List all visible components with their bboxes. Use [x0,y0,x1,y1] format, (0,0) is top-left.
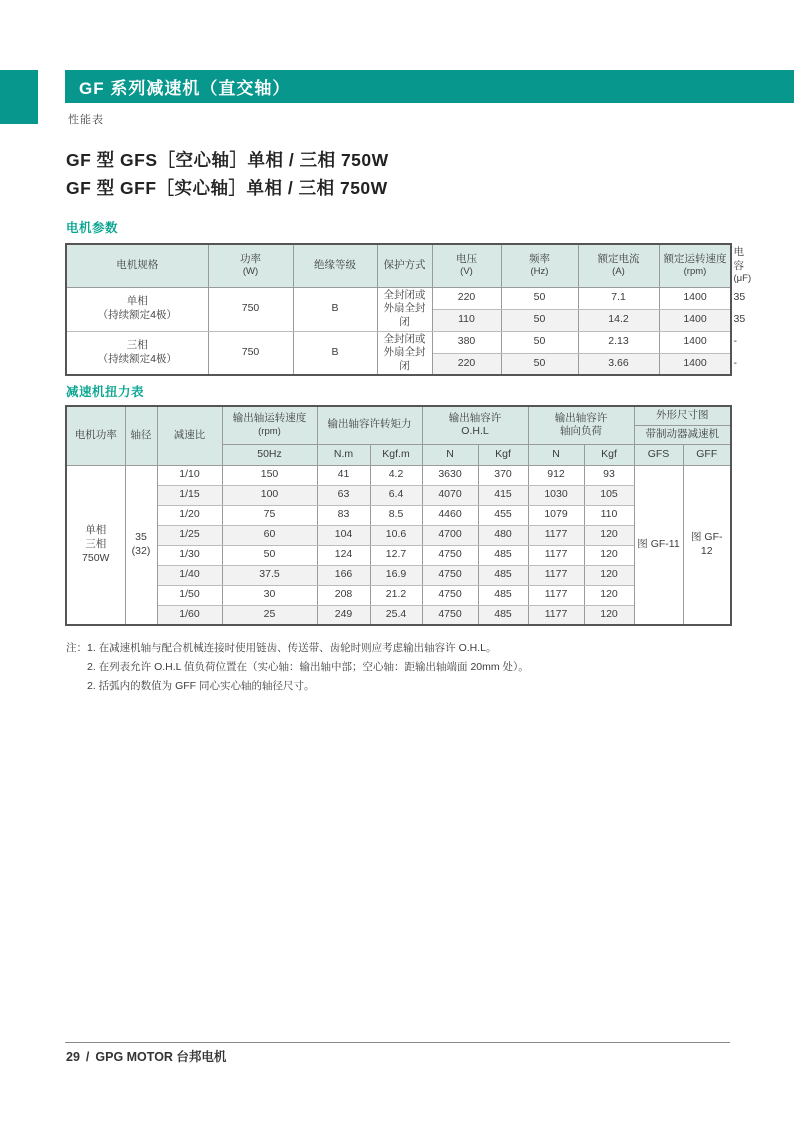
table-cell: 1/25 [157,525,222,545]
corner-accent-block [0,70,38,124]
column-header-output-speed: 输出轴运转速度 (rpm) [222,406,317,444]
table-cell: 1177 [528,545,584,565]
table-cell: 1/10 [157,465,222,485]
subheader-n: N [528,444,584,465]
table-cell: 1177 [528,605,584,625]
table-cell: 2.13 [578,331,659,353]
table-cell: 60 [222,525,317,545]
table-cell-power: 750 [208,287,293,331]
table-cell: 380 [432,331,501,353]
table-cell: 120 [584,525,634,545]
table-row: 110 50 14.2 1400 35 [66,309,731,331]
table-cell: 480 [478,525,528,545]
table-cell: 1/60 [157,605,222,625]
note-item: 2. 括弧内的数值为 GFF 同心实心轴的轴径尺寸。 [87,680,315,692]
table-cell: 4460 [422,505,478,525]
table-cell-figure-gfs: 图 GF-11 [634,465,683,625]
column-header-ratio: 减速比 [157,406,222,465]
column-header-shaft-diameter: 轴径 [125,406,157,465]
table-cell: 6.4 [370,485,422,505]
torque-header-row-1 [66,406,731,425]
table-row: 220 50 3.66 1400 - [66,353,731,375]
table-cell: 1177 [528,525,584,545]
footer-brand: GPG MOTOR 台邦电机 [95,1050,227,1064]
series-banner [65,70,794,103]
table-cell-power: 750 [208,331,293,375]
table-cell: 166 [317,565,370,585]
subheader-50hz: 50Hz [222,444,317,465]
table-cell: 14.2 [578,309,659,331]
table-cell: 485 [478,605,528,625]
product-titles [66,146,389,202]
column-header-dimension-figure: 外形尺寸图 [634,406,731,425]
table-row [66,505,731,525]
table-cell: 1/50 [157,585,222,605]
table-cell-insulation: B [293,331,377,375]
subheader-nm: N.m [317,444,370,465]
motor-table-header-row: 电机规格 功率 (W) 绝缘等级 保护方式 电压 (V) 频率 (Hz) 额定电流 (A) 额定运转速度 (rpm) 电容 (μF) [66,244,731,287]
subheader-kgf: Kgf [478,444,528,465]
table-cell: 1/40 [157,565,222,585]
subheader-gff: GFF [683,444,731,465]
table-row [66,565,731,585]
notes [66,639,529,696]
column-header-frequency: 频率 (Hz) [501,244,578,287]
table-cell-motor-power: 单相 三相 750W [66,465,125,625]
table-cell: 16.9 [370,565,422,585]
column-header-brake-reducer: 带制动器减速机 [634,425,731,444]
table-cell: 4750 [422,605,478,625]
table-cell: 120 [584,585,634,605]
table-cell: 1400 [659,353,731,375]
table-cell: 4750 [422,565,478,585]
table-cell: 1400 [659,331,731,353]
column-header-insulation: 绝缘等级 [293,244,377,287]
table-cell: 83 [317,505,370,525]
footer-separator: / [85,1050,90,1064]
table-cell: 8.5 [370,505,422,525]
table-cell: 7.1 [578,287,659,309]
table-cell: 220 [432,287,501,309]
torque-table-section-title: 减速机扭力表 [66,385,145,399]
table-cell: 485 [478,565,528,585]
table-cell: 4700 [422,525,478,545]
column-header-torque: 输出轴容许转矩力 [317,406,422,444]
table-cell-figure-gff: 图 GF-12 [683,465,731,625]
table-cell: 124 [317,545,370,565]
table-cell: 3.66 [578,353,659,375]
column-header-rated-current: 额定电流 (A) [578,244,659,287]
table-cell-protection: 全封闭或 外扇全封闭 [377,287,432,331]
table-cell: 1/20 [157,505,222,525]
table-cell: 485 [478,545,528,565]
table-cell-spec: 三相 （持续额定4极） [66,331,208,375]
table-row [66,585,731,605]
motor-params-section-title: 电机参数 [66,221,119,235]
table-cell: 100 [222,485,317,505]
table-cell: 110 [584,505,634,525]
table-cell: 485 [478,585,528,605]
table-cell: 120 [584,545,634,565]
table-cell: 1177 [528,565,584,585]
table-cell: 10.6 [370,525,422,545]
table-cell: 30 [222,585,317,605]
table-cell: 50 [501,353,578,375]
table-cell: 1079 [528,505,584,525]
table-cell: 120 [584,605,634,625]
table-cell-insulation: B [293,287,377,331]
table-cell: 249 [317,605,370,625]
page-number: 29 [66,1050,80,1064]
table-cell: 12.7 [370,545,422,565]
column-header-protection: 保护方式 [377,244,432,287]
product-title-2: GF 型 GFF［实心轴］单相 / 三相 750W [66,178,388,198]
table-cell: 41 [317,465,370,485]
footer-divider [65,1042,730,1043]
table-row [66,545,731,565]
column-header-ohl: 输出轴容许 O.H.L [422,406,528,444]
table-cell: 1030 [528,485,584,505]
table-cell: 104 [317,525,370,545]
column-header-motor-power: 电机功率 [66,406,125,465]
table-cell: 4750 [422,585,478,605]
series-banner-title: GF 系列减速机（直交轴） [79,79,291,98]
column-header-rated-speed: 额定运转速度 (rpm) [659,244,731,287]
table-cell: 50 [222,545,317,565]
table-row [66,525,731,545]
subheader-kgf: Kgf [584,444,634,465]
table-cell: 1400 [659,309,731,331]
note-item: 1. 在减速机轴与配合机械连接时使用链齿、传送带、齿轮时则应考虑输出轴容许 O.H.L。 [87,642,497,654]
table-cell: 208 [317,585,370,605]
table-cell: 3630 [422,465,478,485]
page-footer [66,1047,232,1065]
table-cell: 50 [501,331,578,353]
table-cell: 1400 [659,287,731,309]
table-cell: 370 [478,465,528,485]
table-cell: 1/30 [157,545,222,565]
table-cell: 120 [584,565,634,585]
table-row [66,465,731,485]
table-cell: 150 [222,465,317,485]
table-cell: 912 [528,465,584,485]
column-header-power: 功率 (W) [208,244,293,287]
torque-table [65,405,732,626]
table-cell: 50 [501,309,578,331]
table-cell: 1177 [528,585,584,605]
table-cell-shaft-diameter: 35 (32) [125,465,157,625]
motor-params-table [65,243,752,376]
table-cell: 93 [584,465,634,485]
table-cell: 220 [432,353,501,375]
table-cell-spec: 单相 （持续额定4极） [66,287,208,331]
table-cell: 105 [584,485,634,505]
column-header-spec: 电机规格 [66,244,208,287]
table-row: 三相 （持续额定4极） 750 B 全封闭或 外扇全封闭 380 50 2.13 1400 - [66,331,731,353]
table-cell: 37.5 [222,565,317,585]
table-row [66,605,731,625]
table-cell: 25.4 [370,605,422,625]
table-cell: 1/15 [157,485,222,505]
column-header-axial-load: 输出轴容许 轴向负荷 [528,406,634,444]
note-item: 2. 在列表允许 O.H.L 值负荷位置在（实心轴：输出轴中部；空心轴：距输出轴端面 20mm 处）。 [87,661,529,673]
table-cell: 63 [317,485,370,505]
subheader-gfs: GFS [634,444,683,465]
table-cell: 455 [478,505,528,525]
table-row [66,485,731,505]
subheader-n: N [422,444,478,465]
product-title-1: GF 型 GFS［空心轴］单相 / 三相 750W [66,150,389,170]
table-cell: 21.2 [370,585,422,605]
table-cell: 415 [478,485,528,505]
table-cell: 4.2 [370,465,422,485]
subheader-kgfm: Kgf.m [370,444,422,465]
table-cell: 4750 [422,545,478,565]
table-cell: 110 [432,309,501,331]
performance-table-label: 性能表 [68,114,104,126]
table-cell-protection: 全封闭或 外扇全封闭 [377,331,432,375]
table-cell: 4070 [422,485,478,505]
column-header-voltage: 电压 (V) [432,244,501,287]
notes-label: 注： [66,642,87,654]
table-row: 单相 （持续额定4极） 750 B 全封闭或 外扇全封闭 220 50 7.1 1400 35 [66,287,731,309]
table-cell: 75 [222,505,317,525]
table-cell: 50 [501,287,578,309]
table-cell: 25 [222,605,317,625]
